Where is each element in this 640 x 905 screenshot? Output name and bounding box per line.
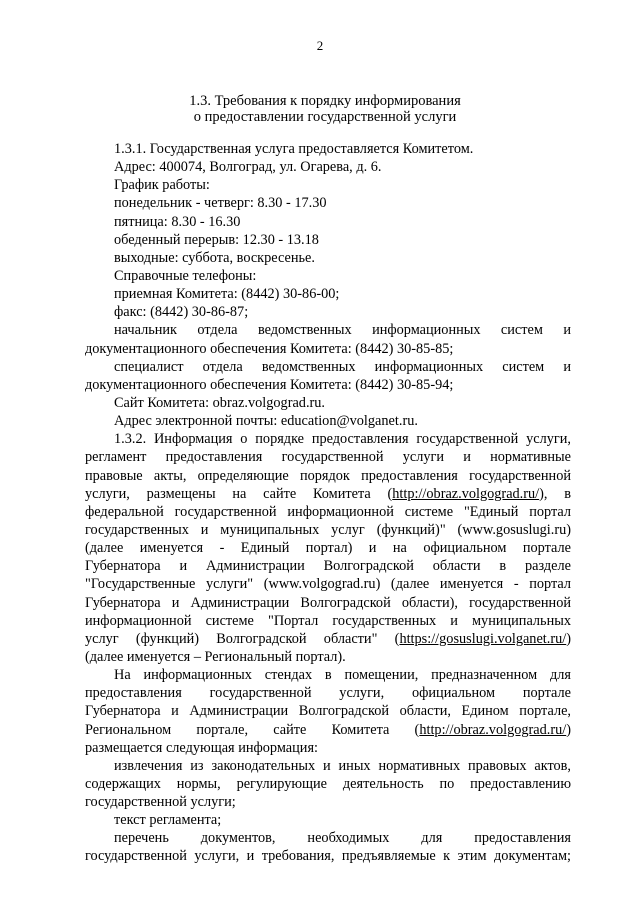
text-line	[85, 539, 571, 557]
text-line	[85, 176, 571, 194]
text-line	[85, 321, 571, 339]
text-line-content: документационного обеспечения Комитета: (8442) 30-85-94;	[85, 376, 454, 393]
text-line	[85, 612, 571, 630]
text-line-content: приемная Комитета: (8442) 30-86-00;	[114, 286, 340, 303]
text-line-content: Справочные телефоны:	[114, 267, 257, 284]
text-line-content: государственных и муниципальных услуг (функций)" (www.gosuslugi.ru)	[85, 521, 571, 538]
text-line-content: факс: (8442) 30-86-87;	[114, 304, 249, 321]
text-line	[85, 630, 571, 648]
text-line	[85, 521, 571, 539]
text-line	[85, 793, 571, 811]
text-line-content: Губернатора и Администрации Волгоградской области в разделе	[85, 558, 571, 575]
text-line	[85, 503, 571, 521]
text-line-content: (далее именуется – Региональный портал).	[85, 648, 346, 665]
text-line-content: услуги, размещены на сайте Комитета (	[85, 485, 393, 502]
document-body	[85, 140, 571, 866]
text-line	[85, 757, 571, 775]
text-line	[85, 775, 571, 793]
text-line	[85, 340, 571, 358]
text-line-content: начальник отдела ведомственных информационных систем и	[114, 322, 571, 339]
url-link[interactable]: https://gosuslugi.volganet.ru/	[399, 630, 567, 647]
text-line-content: пятница: 8.30 - 16.30	[114, 213, 241, 230]
text-line-content: Губернатора и Администрации Волгоградской области), государственной	[85, 594, 571, 611]
text-line	[85, 811, 571, 829]
text-line	[85, 394, 571, 412]
heading-line-1: 1.3. Требования к порядку информирования	[189, 93, 461, 109]
text-line	[85, 666, 571, 684]
heading-line-2: о предоставлении государственной услуги	[193, 109, 457, 125]
text-line	[85, 267, 571, 285]
text-line-content: документационного обеспечения Комитета: (8442) 30-85-85;	[85, 340, 454, 357]
text-line	[85, 303, 571, 321]
text-line-content: График работы:	[114, 177, 210, 194]
text-line-content: государственной услуги, и требования, предъявляемые к этим документам;	[85, 848, 571, 865]
text-line	[85, 412, 571, 430]
text-line-content: "Государственные услуги" (www.volgograd.ru) (далее именуется - портал	[85, 576, 571, 593]
text-line-content: специалист отдела ведомственных информационных систем и	[114, 358, 571, 375]
text-line	[85, 739, 571, 757]
text-line-content: Сайт Комитета: obraz.volgograd.ru.	[114, 394, 326, 411]
text-line-content: Адрес электронной почты: education@volganet.ru.	[114, 413, 418, 430]
text-line-content: понедельник - четверг: 8.30 - 17.30	[114, 195, 327, 212]
text-line-content: Региональном портале, сайте Комитета (	[85, 721, 420, 738]
text-line-content: (далее именуется - Единый портал) и на официальном портале	[85, 540, 571, 557]
text-line	[85, 430, 571, 448]
text-line-content: 1.3.1. Государственная услуга предоставляется Комитетом.	[114, 141, 474, 157]
page-number: 2	[316, 38, 324, 53]
text-line-content: извлечения из законодательных и иных нормативных правовых актов,	[114, 757, 571, 774]
text-line-content: регламент предоставления государственной услуги и нормативные	[85, 449, 571, 466]
text-line	[85, 575, 571, 593]
text-line-content: перечень документов, необходимых для предоставления	[114, 830, 571, 847]
text-line-content: 1.3.2. Информация о порядке предоставления государственной услуги,	[114, 431, 571, 448]
text-line	[85, 376, 571, 394]
text-line	[85, 721, 571, 739]
text-line-content: обеденный перерыв: 12.30 - 13.18	[114, 231, 319, 248]
text-line	[85, 358, 571, 376]
text-line-content: размещается следующая информация:	[85, 739, 318, 756]
text-line	[85, 467, 571, 485]
text-line	[85, 213, 571, 231]
text-line	[85, 249, 571, 267]
text-line	[85, 829, 571, 847]
text-line-content: государственной услуги;	[85, 794, 236, 811]
text-line	[85, 140, 571, 158]
text-line-content: выходные: суббота, воскресенье.	[114, 249, 315, 266]
text-line-content: Адрес: 400074, Волгоград, ул. Огарева, д. 6.	[114, 159, 382, 176]
url-link[interactable]: http://obraz.volgograd.ru/	[419, 721, 567, 738]
text-line	[85, 158, 571, 176]
text-line-content: На информационных стендах в помещении, предназначенном для	[114, 667, 571, 684]
text-line	[85, 557, 571, 575]
text-line	[85, 594, 571, 612]
text-line-content: информационной системе "Портал государственных и муниципальных	[85, 612, 571, 629]
text-line-tail: )	[566, 721, 571, 738]
text-line-content: предоставления государственной услуги, официальном портале	[85, 685, 571, 702]
text-line-content: федеральной государственной информационной системе "Единый портал	[85, 503, 571, 520]
section-heading	[95, 93, 555, 125]
text-line	[85, 285, 571, 303]
text-line-tail: )	[566, 630, 571, 647]
text-line	[85, 448, 571, 466]
text-line-content: текст регламента;	[114, 812, 222, 829]
text-line-content: правовые акты, определяющие порядок предоставления государственной	[85, 467, 571, 484]
text-line	[85, 847, 571, 865]
url-link[interactable]: http://obraz.volgograd.ru/	[392, 485, 540, 502]
text-line-content: содержащих нормы, регулирующие деятельность по предоставлению	[85, 775, 571, 792]
text-line-content: услуг (функций) Волгоградской области" (	[85, 630, 400, 647]
text-line	[85, 194, 571, 212]
text-line	[85, 648, 571, 666]
text-line-tail: ), в	[539, 485, 571, 502]
text-line-content: Губернатора и Администрации Волгоградской области, Едином портале,	[85, 703, 571, 720]
text-line	[85, 702, 571, 720]
text-line	[85, 231, 571, 249]
text-line	[85, 684, 571, 702]
text-line	[85, 485, 571, 503]
